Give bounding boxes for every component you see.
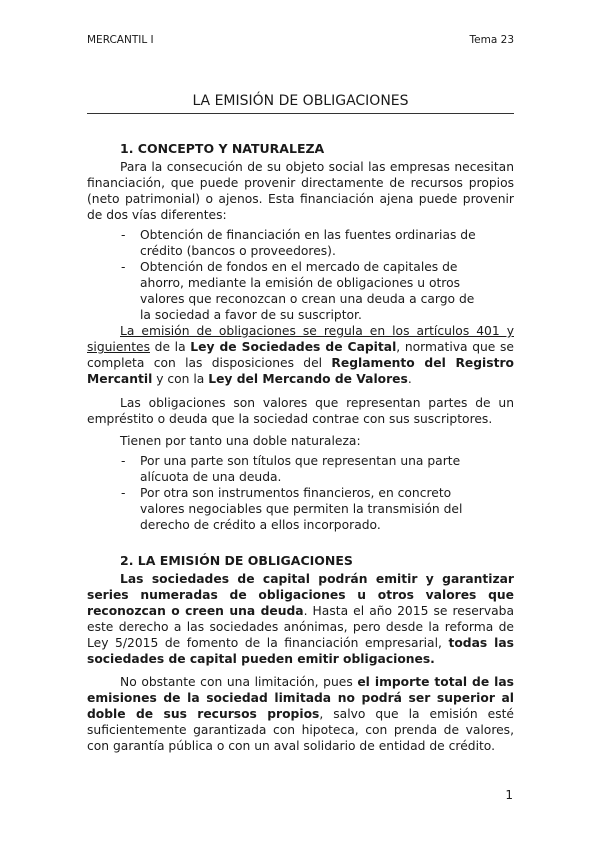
list-item: - Por otra son instrumentos financieros, en concreto valores negociables que permiten la transmisión del derecho de crédito a ellos incorporado. [121, 486, 463, 532]
document-title: LA EMISIÓN DE OBLIGACIONES [87, 93, 514, 114]
section-1-paragraph-3: Las obligaciones son valores que representan partes de un empréstito o deuda que la sociedad contrae con sus suscriptores. [87, 396, 514, 426]
section-1-paragraph-1: Para la consecución de su objeto social las empresas necesitan financiación, que puede provenir directamente de recursos propios (neto patrimonial) o ajenos. Esta financiación ajena puede provenir de dos vías diferentes: [87, 160, 514, 222]
section-1-list-2 [87, 453, 514, 533]
list-item: - Por una parte son títulos que representan una parte alícuota de una deuda. [121, 454, 461, 484]
section-1-paragraph-4: Tienen por tanto una doble naturaleza: [120, 434, 361, 448]
section-2-heading: 2. LA EMISIÓN DE OBLIGACIONES [120, 553, 353, 568]
page-number: 1 [505, 788, 513, 802]
section-2-paragraph-1: Las sociedades de capital podrán emitir y garantizar series numeradas de obligaciones u otros valores que reconozcan o creen una deuda. Hasta el año 2015 se reservaba este derecho a las sociedades anónimas, pero desde la reforma de Ley 5/2015 de fomento de la financiación empresarial, todas las sociedades de capital pueden emitir obligaciones. [87, 572, 514, 666]
header-subject: MERCANTIL I [87, 34, 154, 46]
header-topic: Tema 23 [469, 34, 514, 46]
list-item: - Obtención de financiación en las fuentes ordinarias de crédito (bancos o proveedores). [121, 228, 476, 258]
section-1-paragraph-2: La emisión de obligaciones se regula en los artículos 401 y siguientes de la Ley de Sociedades de Capital, normativa que se completa con las disposiciones del Reglamento del Registro Mercantil y con la Ley del Mercando de Valores. [87, 324, 514, 386]
section-1-list-1 [87, 227, 514, 323]
document-body [87, 141, 514, 754]
list-item: - Obtención de fondos en el mercado de capitales de ahorro, mediante la emisión de obligaciones u otros valores que reconozcan o crean una deuda a cargo de la sociedad a favor de su suscriptor. [121, 260, 475, 322]
section-2-paragraph-2: No obstante con una limitación, pues el importe total de las emisiones de la sociedad limitada no podrá ser superior al doble de sus recursos propios, salvo que la emisión esté suficientemente garantizada con hipoteca, con prenda de valores, con garantía pública o con un aval solidario de entidad de crédito. [87, 675, 514, 753]
section-1-heading: 1. CONCEPTO Y NATURALEZA [120, 141, 325, 156]
